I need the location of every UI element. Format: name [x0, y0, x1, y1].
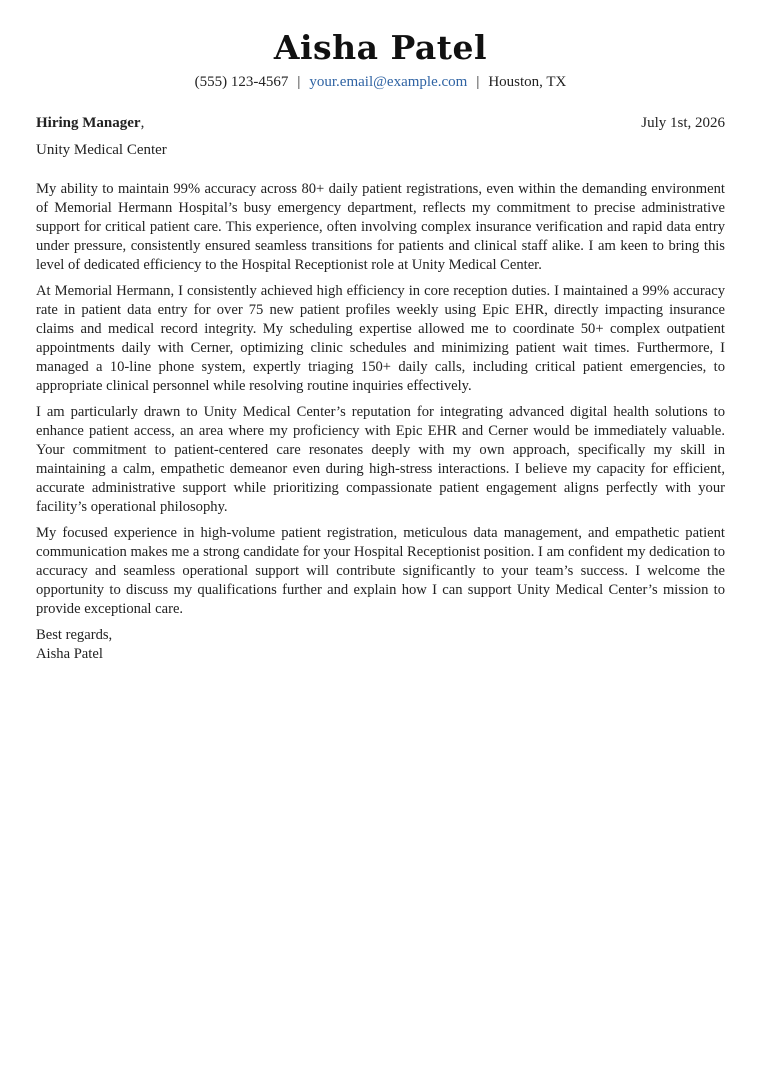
contact-line — [36, 72, 725, 92]
letter-body — [36, 180, 725, 664]
applicant-name: Aisha Patel — [273, 28, 488, 67]
body-paragraph: At Memorial Hermann, I consistently achieved high efficiency in core reception duties. I maintained a 99% accuracy rate in patient data entry for over 75 new patient profiles weekly using Epic EHR, directly impacting insurance claims and medical record integrity. My scheduling expertise allowed me to coordinate 50+ complex outpatient appointments daily with Cerner, optimizing clinic schedules and minimizing patient wait times. Furthermore, I managed a 10-line phone system, expertly triaging 150+ daily calls, including critical patient emergencies, to appropriate clinical personnel while resolving routine inquiries effectively. — [36, 283, 725, 394]
body-paragraph: I am particularly drawn to Unity Medical Center’s reputation for integrating advanced digital health solutions to enhance patient access, an area where my proficiency with Epic EHR and Cerner would be immediately valuable. Your commitment to patient-centered care resonates deeply with my own approach, specifically my skill in maintaining a calm, empathetic demeanor even during high-stress interactions. I believe my capacity for efficient, accurate administrative support while prioritizing compassionate patient engagement aligns perfectly with your facility’s operational philosophy. — [36, 404, 725, 515]
letter-date: July 1st, 2026 — [641, 115, 725, 131]
contact-separator: | — [476, 74, 480, 90]
phone-number: (555) 123-4567 — [194, 74, 289, 90]
recipient-name: Hiring Manager — [36, 115, 141, 131]
email-link[interactable]: your.email@example.com — [309, 74, 468, 90]
recipient-company: Unity Medical Center — [36, 142, 167, 158]
body-paragraph: My focused experience in high-volume patient registration, meticulous data management, and empathetic patient communication makes me a strong candidate for your Hospital Receptionist position. I am confident my dedication to accuracy and seamless operational support will contribute significantly to your team’s success. I welcome the opportunity to discuss my qualifications further and explain how I can support Unity Medical Center’s mission to provide exceptional care. — [36, 525, 725, 617]
closing-salutation: Best regards, — [36, 627, 113, 643]
contact-separator: | — [297, 74, 301, 90]
signature-name: Aisha Patel — [36, 646, 103, 662]
closing-block — [36, 626, 725, 664]
recipient-row — [36, 113, 725, 133]
body-paragraph: My ability to maintain 99% accuracy across 80+ daily patient registrations, even within the demanding environment of Memorial Hermann Hospital’s busy emergency department, reflects my commitment to precise administrative support for critical patient care. This experience, often involving complex insurance verification and rapid data entry under pressure, consistently ensured seamless transitions for patients and clinical staff alike. I am keen to bring this level of dedicated efficiency to the Hospital Receptionist role at Unity Medical Center. — [36, 181, 725, 273]
recipient-greeting — [36, 115, 145, 131]
recipient-name-suffix: , — [140, 115, 145, 131]
location: Houston, TX — [488, 74, 567, 90]
